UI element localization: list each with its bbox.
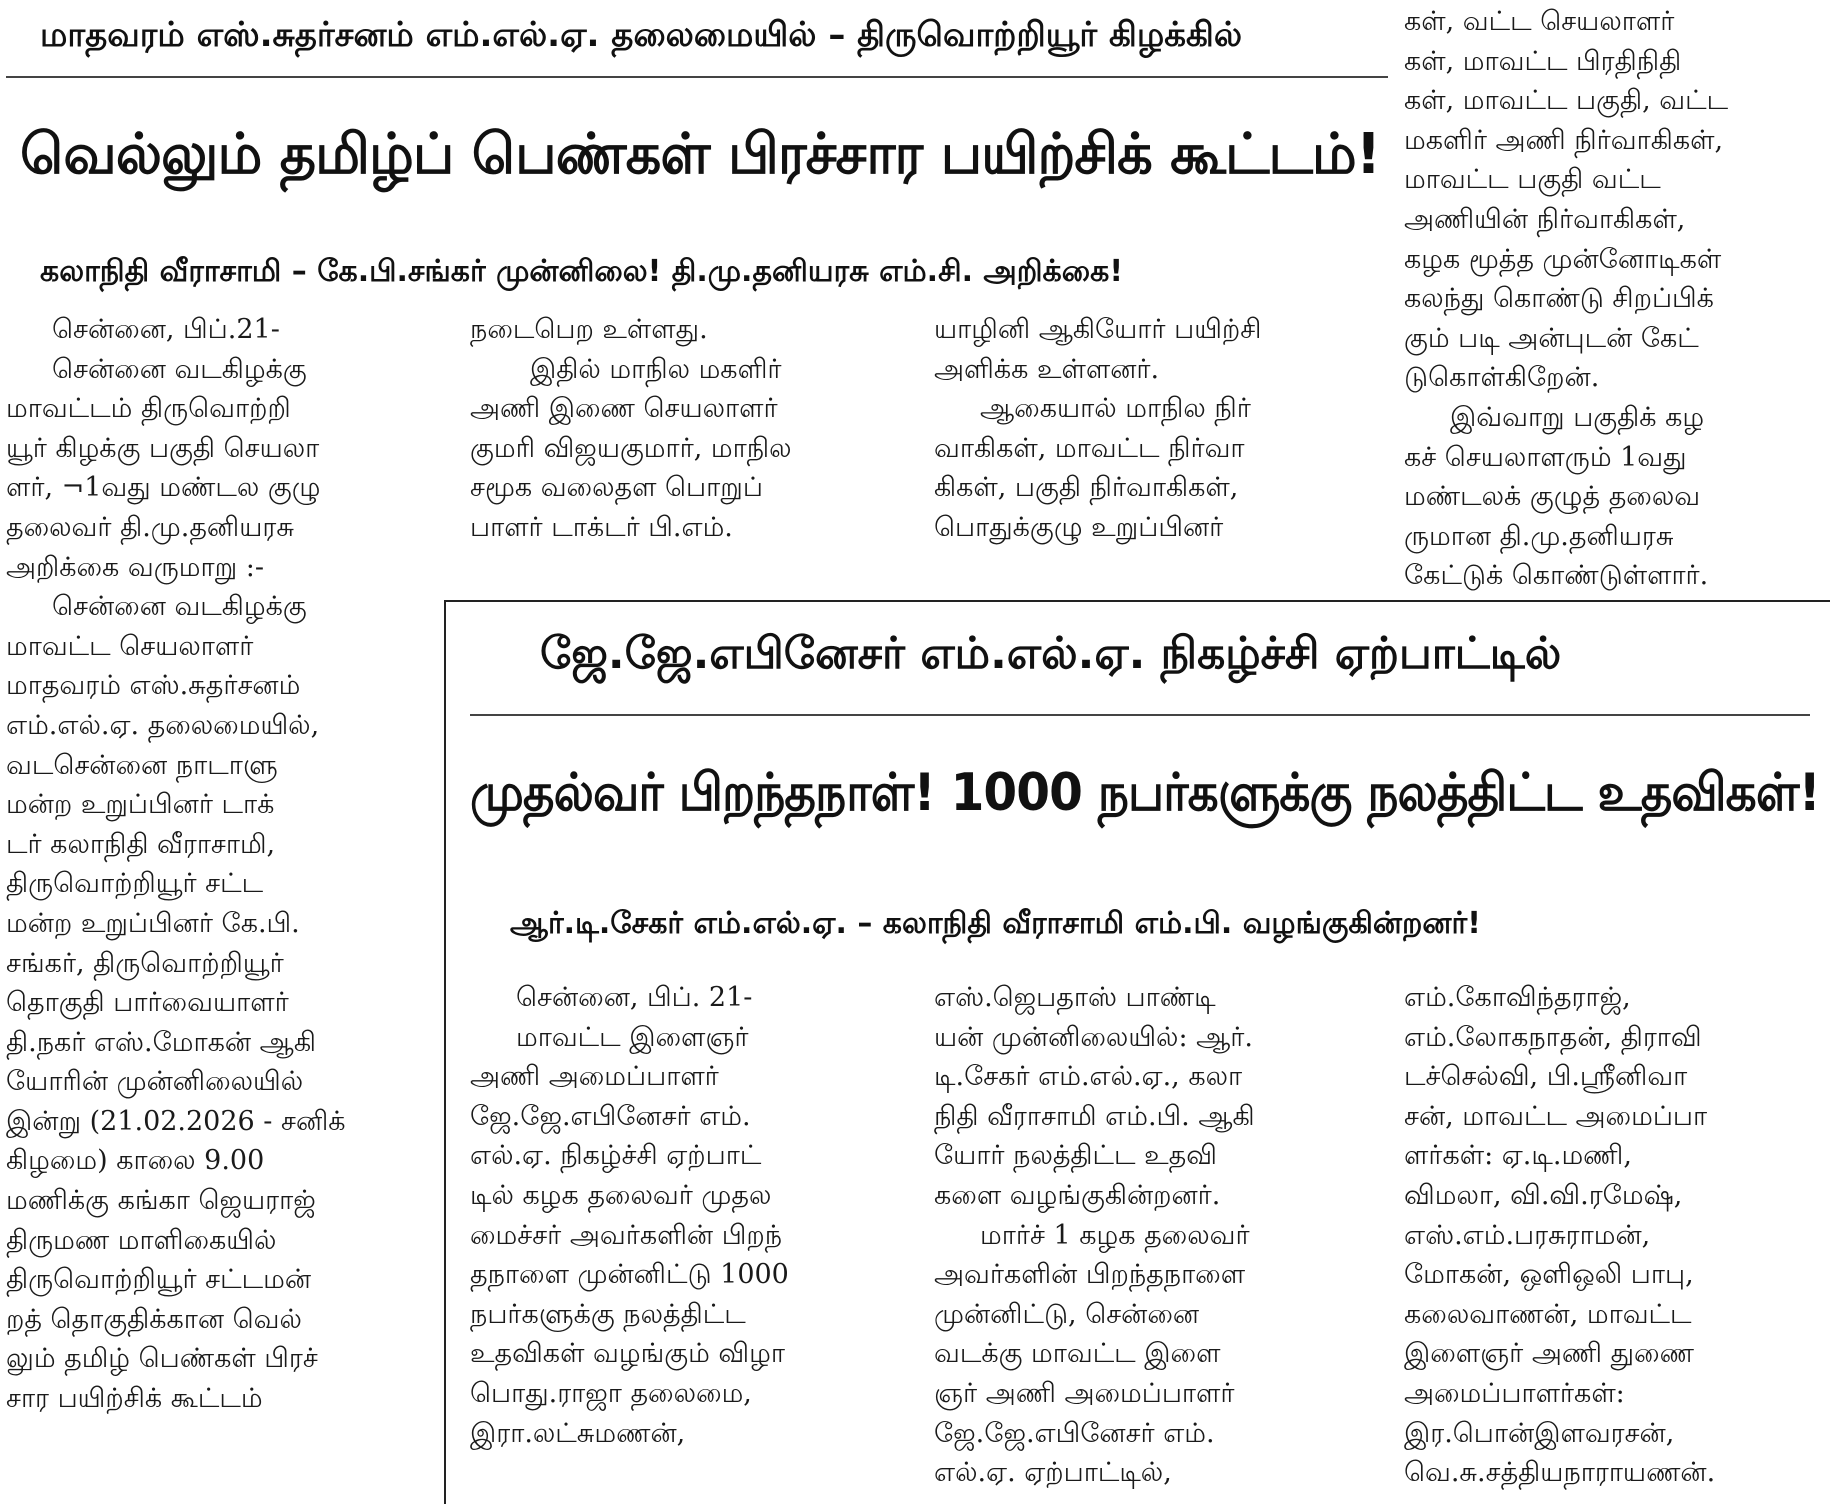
story2-headline: முதல்வர் பிறந்தநாள்! 1000 நபர்களுக்கு நலத்திட்ட உதவிகள்! <box>470 763 1820 823</box>
story2-col1-line: டில் கழக தலைவர் முதல <box>470 1179 772 1211</box>
story1-col1-line: வடசென்னை நாடாளு <box>6 749 278 781</box>
story1-col4-line: கழக மூத்த முன்னோடிகள் <box>1404 243 1722 275</box>
story2-col2-line: களை வழங்குகின்றனர். <box>934 1179 1221 1211</box>
story1-col1-line: சென்னை வடகிழக்கு <box>52 353 307 385</box>
story2-col2-line: அவர்களின் பிறந்தநாளை <box>934 1259 1246 1291</box>
story1-column-2 <box>470 310 890 555</box>
story2-col3-line: எம்.கோவிந்தராஜ், <box>1404 982 1631 1013</box>
story1-col2-line: பாளர் டாக்டர் பி.எம். <box>470 511 733 543</box>
story1-col1-line: மாவட்டம் திருவொற்றி <box>6 393 291 425</box>
story2-col2-line: ஜே.ஜே.எபினேசர் எம். <box>934 1417 1215 1449</box>
story2-col1-line: மாவட்ட இளைஞர் <box>516 1021 749 1053</box>
story1-col4-line: கள், மாவட்ட பகுதி, வட்ட <box>1404 85 1729 117</box>
story2-col3-line: அமைப்பாளர்கள்: <box>1404 1377 1625 1409</box>
story1-subhead: கலாநிதி வீராசாமி – கே.பி.சங்கர் முன்னிலை! தி.மு.தனியரசு எம்.சி. அறிக்கை! <box>40 254 1124 289</box>
story2-col3-line: ளர்கள்: ஏ.டி.மணி, <box>1404 1140 1632 1172</box>
story2-column-3 <box>1404 978 1824 1502</box>
story1-col1-line: சங்கர், திருவொற்றியூர் <box>6 947 284 979</box>
story2-col3-line: டச்செல்வி, பி.ஸ்ரீனிவா <box>1404 1061 1688 1093</box>
story2-column-2 <box>934 978 1364 1502</box>
story2-column-1 <box>470 978 900 1502</box>
story1-col1-line: திருமண மாளிகையில் <box>6 1224 277 1256</box>
story2-col3-line: இர.பொன்இளவரசன், <box>1404 1417 1675 1449</box>
story2-subhead: ஆர்.டி.சேகர் எம்.எல்.ஏ. – கலாநிதி வீராசாமி எம்.பி. வழங்குகின்றனர்! <box>510 906 1481 941</box>
story1-col4-line: கேட்டுக் கொண்டுள்ளார். <box>1404 560 1709 592</box>
story1-col1-line: டர் கலாநிதி வீராசாமி, <box>6 828 276 860</box>
story1-column-4 <box>1404 2 1824 592</box>
story1-col2-line: குமரி விஜயகுமார், மாநில <box>470 432 792 464</box>
story1-col3-line: கிகள், பகுதி நிர்வாகிகள், <box>934 472 1239 504</box>
story2-col2-line: மார்ச் 1 கழக தலைவர் <box>980 1219 1250 1251</box>
story1-col1-line: இன்று (21.02.2026 - சனிக் <box>6 1105 346 1137</box>
story2-col2-line: யன் முன்னிலையில்: ஆர். <box>934 1021 1253 1053</box>
story2-col1-line: அணி அமைப்பாளர் <box>470 1061 719 1093</box>
story1-col4-line: அணியின் நிர்வாகிகள், <box>1404 203 1686 235</box>
story1-col2-line: நடைபெற உள்ளது. <box>470 314 708 345</box>
story2-col3-line: மோகன், ஒளிஒலி பாபு, <box>1404 1259 1694 1291</box>
story2-col2-line: வடக்கு மாவட்ட இளை <box>934 1338 1221 1370</box>
story2-col3-line: விமலா, வி.வி.ரமேஷ், <box>1404 1179 1683 1211</box>
story2-col2-line: எல்.ஏ. ஏற்பாட்டில், <box>934 1457 1172 1489</box>
story2-col3-line: எஸ்.எம்.பரசுராமன், <box>1404 1219 1651 1251</box>
story2-kicker: ஜே.ஜே.எபினேசர் எம்.எல்.ஏ. நிகழ்ச்சி ஏற்பாட்டில் <box>540 628 1562 679</box>
story1-col1-line: றத் தொகுதிக்கான வெல் <box>6 1303 302 1335</box>
story1-col1-line: சென்னை, பிப்.21- <box>52 314 280 345</box>
story1-col1-line: திருவொற்றியூர் சட்டமன் <box>6 1264 312 1296</box>
story2-col1-line: மைச்சர் அவர்களின் பிறந் <box>470 1219 783 1251</box>
story1-headline: வெல்லும் தமிழ்ப் பெண்கள் பிரச்சார பயிற்சிக் கூட்டம்! <box>20 122 1380 187</box>
story1-col1-line: சென்னை வடகிழக்கு <box>52 591 307 623</box>
story2-col2-line: டி.சேகர் எம்.எல்.ஏ., கலா <box>934 1061 1243 1093</box>
story1-column-1 <box>6 310 426 1502</box>
story1-col1-line: அறிக்கை வருமாறு :- <box>6 551 264 583</box>
story1-col1-line: சார பயிற்சிக் கூட்டம் <box>6 1383 263 1415</box>
story1-col4-line: கும் படி அன்புடன் கேட் <box>1404 322 1699 354</box>
story1-col4-line: மண்டலக் குழுத் தலைவ <box>1404 481 1701 513</box>
story1-col2-line: அணி இணை செயலாளர் <box>470 393 778 425</box>
story1-col1-line: தி.நகர் எஸ்.மோகன் ஆகி <box>6 1026 316 1058</box>
story2-col1-line: எல்.ஏ. நிகழ்ச்சி ஏற்பாட் <box>470 1140 762 1172</box>
story2-col3-line: இளைஞர் அணி துணை <box>1404 1338 1694 1370</box>
story1-col1-line: ளர், ¬1வது மண்டல குழு <box>6 472 321 504</box>
story1-col1-line: யோரின் முன்னிலையில் <box>6 1066 304 1098</box>
story1-col1-line: மணிக்கு கங்கா ஜெயராஜ் <box>6 1185 316 1217</box>
story1-col2-line: இதில் மாநில மகளிர் <box>530 353 782 385</box>
story1-col1-line: லும் தமிழ் பெண்கள் பிரச் <box>6 1343 318 1375</box>
story2-col1-line: சென்னை, பிப். 21- <box>516 982 753 1013</box>
story2-col1-line: உதவிகள் வழங்கும் விழா <box>470 1338 785 1370</box>
story1-col3-line: யாழினி ஆகியோர் பயிற்சி <box>934 314 1262 345</box>
story2-col1-line: பொது.ராஜா தலைமை, <box>470 1377 752 1409</box>
story1-col3-line: ஆகையால் மாநில நிர் <box>980 393 1251 425</box>
story2-col1-line: ஜே.ஜே.எபினேசர் எம். <box>470 1100 751 1132</box>
story1-col2-line: சமூக வலைதள பொறுப் <box>470 472 763 504</box>
story2-col2-line: முன்னிட்டு, சென்னை <box>934 1298 1200 1330</box>
story1-col3-line: அளிக்க உள்ளனர். <box>934 353 1160 385</box>
story1-col1-line: மாதவரம் எஸ்.சுதர்சனம் <box>6 670 301 702</box>
story2-col2-line: யோர் நலத்திட்ட உதவி <box>934 1140 1217 1172</box>
story1-col1-line: யூர் கிழக்கு பகுதி செயலா <box>6 432 320 464</box>
story1-col1-line: மன்ற உறுப்பினர் கே.பி. <box>6 907 300 939</box>
story2-col2-line: எஸ்.ஜெபதாஸ் பாண்டி <box>934 982 1216 1013</box>
story2-col3-line: எம்.லோகநாதன், திராவி <box>1404 1021 1702 1053</box>
story1-col4-line: மாவட்ட பகுதி வட்ட <box>1404 164 1661 196</box>
story1-col1-line: மன்ற உறுப்பினர் டாக் <box>6 789 275 821</box>
story2-col2-line: நிதி வீராசாமி எம்.பி. ஆகி <box>934 1100 1255 1132</box>
story2-col3-line: சன், மாவட்ட அமைப்பா <box>1404 1100 1708 1132</box>
story1-col1-line: தலைவர் தி.மு.தனியரசு <box>6 511 294 543</box>
story1-col4-line: கள், வட்ட செயலாளர் <box>1404 6 1675 37</box>
story1-col1-line: திருவொற்றியூர் சட்ட <box>6 868 264 900</box>
story1-kicker-rule <box>6 76 1388 78</box>
story2-col3-line: வெ.சு.சத்தியநாராயணன். <box>1404 1457 1716 1489</box>
story2-col1-line: இரா.லட்சுமணன், <box>470 1417 686 1449</box>
story1-col1-line: தொகுதி பார்வையாளர் <box>6 987 289 1019</box>
story1-col4-line: கச் செயலாளரும் 1வது <box>1404 441 1687 473</box>
story2-col1-line: தநாளை முன்னிட்டு 1000 <box>470 1259 789 1291</box>
story1-col4-line: கலந்து கொண்டு சிறப்பிக் <box>1404 283 1714 315</box>
story1-col3-line: பொதுக்குழு உறுப்பினர் <box>934 511 1224 543</box>
story1-col4-line: மகளிர் அணி நிர்வாகிகள், <box>1404 124 1724 156</box>
story1-col1-line: எம்.எல்.ஏ. தலைமையில், <box>6 709 320 741</box>
story1-col4-line: இவ்வாறு பகுதிக் கழ <box>1450 401 1705 433</box>
story1-kicker: மாதவரம் எஸ்.சுதர்சனம் எம்.எல்.ஏ. தலைமையில் – திருவொற்றியூர் கிழக்கில் <box>40 15 1243 55</box>
story1-col4-line: ருமான தி.மு.தனியரசு <box>1404 520 1674 552</box>
story1-column-3 <box>934 310 1364 555</box>
story1-col1-line: கிழமை) காலை 9.00 <box>6 1145 265 1177</box>
story1-col3-line: வாகிகள், மாவட்ட நிர்வா <box>934 432 1245 464</box>
story2-col3-line: கலைவாணன், மாவட்ட <box>1404 1298 1692 1330</box>
story2-kicker-rule <box>470 714 1810 716</box>
story1-col1-line: மாவட்ட செயலாளர் <box>6 630 254 662</box>
story2-col1-line: நபர்களுக்கு நலத்திட்ட <box>470 1298 746 1330</box>
story2-col2-line: ஞர் அணி அமைப்பாளர் <box>934 1377 1235 1409</box>
story1-col4-line: கள், மாவட்ட பிரதிநிதி <box>1404 45 1682 77</box>
story1-col4-line: டுகொள்கிறேன். <box>1404 362 1600 394</box>
